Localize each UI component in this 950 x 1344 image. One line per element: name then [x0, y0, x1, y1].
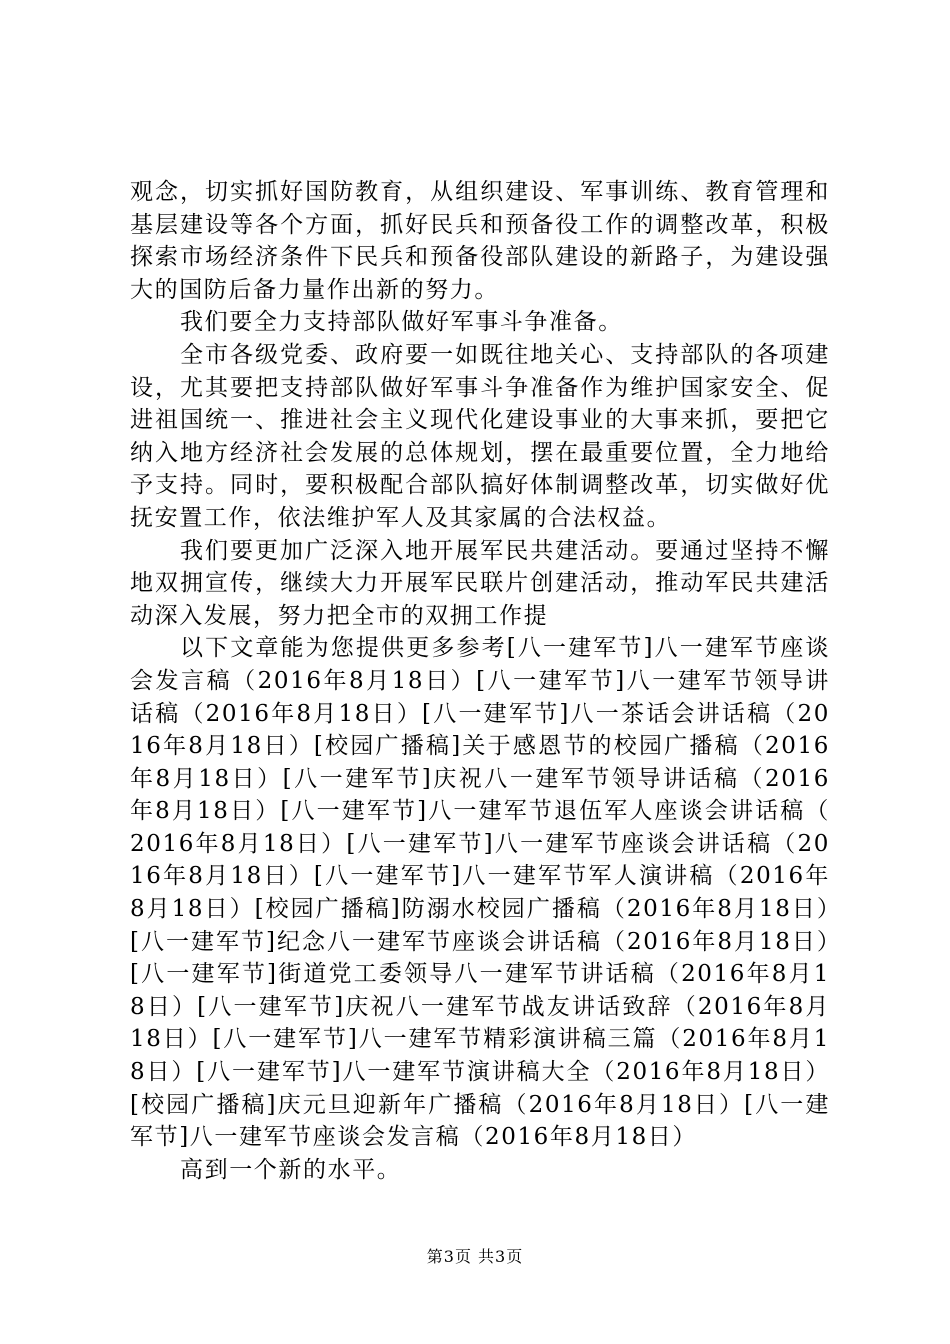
paragraph-continuation: 观念，切实抓好国防教育，从组织建设、军事训练、教育管理和基层建设等各个方面，抓好民兵和预备役工作的调整改革，积极探索市场经济条件下民兵和预备役部队建设的新路子，为建设强大的国防后备力量作出新的努力。 [130, 179, 830, 303]
page-footer: 第3页 共3页 [426, 1247, 524, 1266]
paragraph-related-articles: 以下文章能为您提供更多参考[八一建军节]八一建军节座谈会发言稿（2016年8月18日）[八一建军节]八一建军节领导讲话稿（2016年8月18日）[八一建军节]八一茶话会讲话稿（2016年8月18日）[校园广播稿]关于感恩节的校园广播稿（2016年8月18日）[八一建军节]庆祝八一建军节领导讲话稿（2016年8月18日）[八一建军节]八一建军节退伍军人座谈会讲话稿（2016年8月18日）[八一建军节]八一建军节座谈会讲话稿（2016年8月18日）[八一建军节]八一建军节军人演讲稿（2016年8月18日）[校园广播稿]防溺水校园广播稿（2016年8月18日）[八一建军节]纪念八一建军节座谈会讲话稿（2016年8月18日）[八一建军节]街道党工委领导八一建军节讲话稿（2016年8月18日）[八一建军节]庆祝八一建军节战友讲话致辞（2016年8月18日）[八一建军节]八一建军节精彩演讲稿三篇（2016年8月18日）[八一建军节]八一建军节演讲稿大全（2016年8月18日）[校园广播稿]庆元旦迎新年广播稿（2016年8月18日）[八一建军节]八一建军节座谈会发言稿（2016年8月18日） [130, 635, 830, 1151]
paragraph-party-committees: 全市各级党委、政府要一如既往地关心、支持部队的各项建设，尤其要把支持部队做好军事斗争准备作为维护国家安全、促进祖国统一、推进社会主义现代化建设事业的大事来抓，要把它纳入地方经济社会发展的总体规划，摆在最重要位置，全力地给予支持。同时，要积极配合部队搞好体制调整改革，切实做好优抚安置工作，依法维护军人及其家属的合法权益。 [130, 341, 830, 531]
paragraph-military-preparation: 我们要全力支持部队做好军事斗争准备。 [180, 309, 623, 336]
document-body [130, 176, 830, 1186]
paragraph-joint-construction: 我们要更加广泛深入地开展军民共建活动。要通过坚持不懈地双拥宣传，继续大力开展军民联片创建活动，推动军民共建活动深入发展，努力把全市的双拥工作提 [130, 537, 830, 629]
paragraph-closing: 高到一个新的水平。 [180, 1156, 402, 1183]
